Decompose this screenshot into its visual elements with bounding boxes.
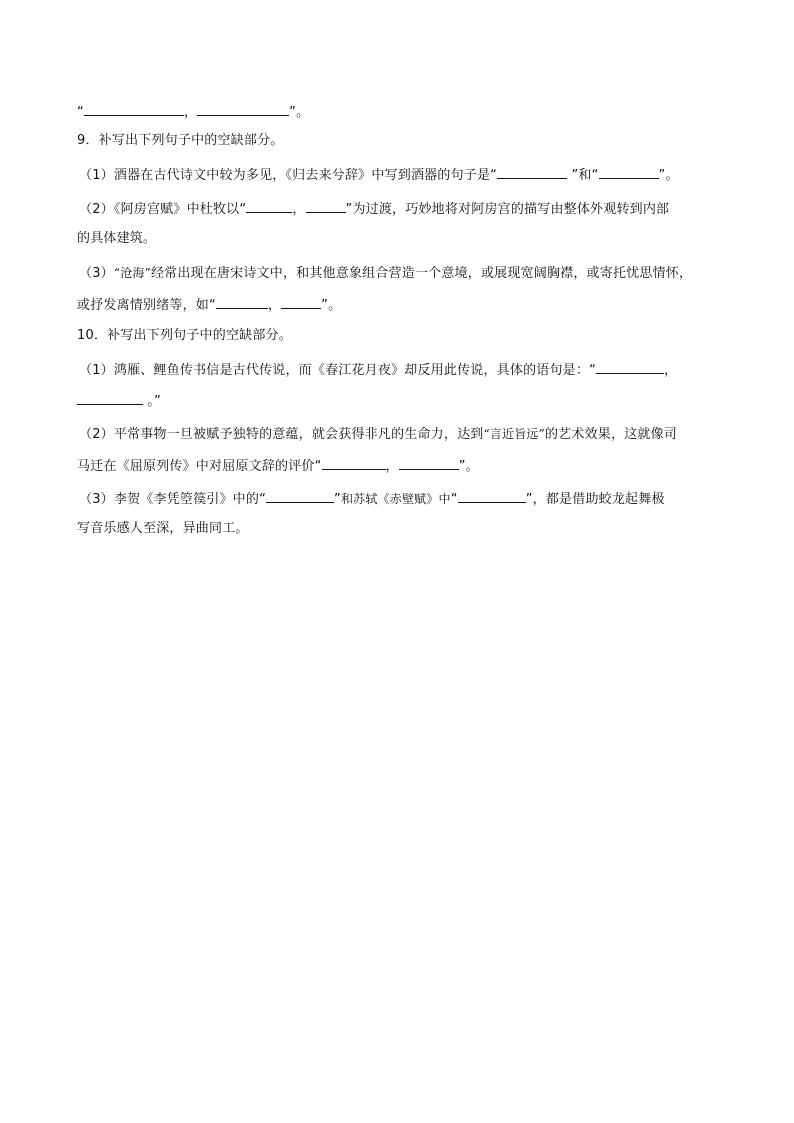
q9-sub1-suffix: ”。 <box>658 168 679 183</box>
q10-sub1-prefix: （1）鸿雁、鲤鱼传书信是古代传说，而《春江花月夜》却反用此传说，具体的语句是：“ <box>79 363 597 378</box>
question-10-sub-3-continuation <box>77 519 727 539</box>
answer-blank[interactable] <box>458 488 526 503</box>
answer-blank[interactable] <box>596 359 664 374</box>
q9-sub3-comma: ， <box>267 298 282 313</box>
q10-sub3-close-quote: ” <box>334 492 341 507</box>
answer-blank[interactable] <box>84 101 184 116</box>
close-quote: ”。 <box>289 105 310 120</box>
question-10-sub-1 <box>79 359 729 379</box>
question-10-sub-2 <box>79 424 729 444</box>
q9-sub3-suffix: ”。 <box>321 298 342 313</box>
question-10-sub-2-continuation <box>77 455 727 475</box>
q10-sub2-prefix: （2）平常事物一旦被赋予独特的意蕴，就会获得非凡的生命力，达到 <box>79 427 484 442</box>
q9-sub2-suffix: ”为过渡，巧妙地将对阿房宫的描写由整体外观转到内部 <box>345 202 670 217</box>
answer-blank[interactable] <box>497 164 567 179</box>
question-10-title-text: 10．补写出下列句子中的空缺部分。 <box>77 328 292 343</box>
q10-sub3-middle-serif: 和苏轼《赤壁赋》中 <box>340 492 451 506</box>
answer-blank[interactable] <box>599 164 659 179</box>
q10-sub2-quoted-term: “言近旨远” <box>483 427 545 441</box>
q10-sub1-end: 。” <box>143 394 161 409</box>
answer-blank[interactable] <box>216 294 268 309</box>
q10-sub2-rest: 的艺术效果，这就像司 <box>544 427 677 442</box>
question-10-sub-1-continuation <box>77 390 727 410</box>
question-9-sub-3-continuation <box>77 294 727 314</box>
q10-sub3-open-quote: “ <box>450 492 458 507</box>
q9-sub1-middle: ”和“ <box>567 168 599 183</box>
answer-blank[interactable] <box>399 455 459 470</box>
question-9-sub-2 <box>79 198 729 218</box>
question-9-title <box>77 131 727 151</box>
answer-blank[interactable] <box>197 101 289 116</box>
question-9-sub-2-continuation <box>77 229 727 249</box>
question-9-title-text: 9．补写出下列句子中的空缺部分。 <box>77 133 284 148</box>
open-quote: “ <box>77 105 84 120</box>
question-10-title <box>77 326 727 346</box>
q9-sub2-continuation: 的具体建筑。 <box>77 231 157 246</box>
q10-sub1-comma: ， <box>664 363 678 378</box>
answer-blank[interactable] <box>246 198 292 213</box>
answer-blank[interactable] <box>306 198 346 213</box>
q10-sub3-continuation: 写音乐感人至深，异曲同工。 <box>77 521 249 536</box>
q9-sub3-continuation-prefix: 或抒发离情别绪等，如“ <box>77 298 216 313</box>
question-9-sub-3 <box>79 263 729 283</box>
q9-sub1-prefix: （1）酒器在古代诗文中较为多见，《归去来兮辞》中写到酒器的句子是“ <box>79 168 498 183</box>
q9-sub3-prefix: （3） <box>79 266 114 281</box>
question-9-sub-1 <box>79 164 729 184</box>
answer-blank[interactable] <box>281 294 321 309</box>
answer-blank[interactable] <box>77 390 143 405</box>
continuation-line <box>77 101 727 121</box>
q9-sub3-rest: 经常出现在唐宋诗文中，和其他意象组合营造一个意境，或展现宽阔胸襟，或寄托忧思情怀， <box>150 266 693 281</box>
q10-sub3-prefix: （3）李贺《李凭箜篌引》中的“ <box>79 492 267 507</box>
q10-sub2-continuation-prefix: 马迁在《屈原列传》中对屈原文辞的评价“ <box>77 459 322 474</box>
q10-sub3-suffix: ”，都是借助蛟龙起舞极 <box>525 492 665 507</box>
question-10-sub-3 <box>79 488 729 508</box>
q10-sub2-suffix: ”。 <box>458 459 479 474</box>
answer-blank[interactable] <box>266 488 334 503</box>
q9-sub2-comma: ， <box>292 202 306 217</box>
q9-sub2-prefix: （2）《阿房宫赋》中杜牧以“ <box>79 202 247 217</box>
q10-sub2-comma: ， <box>385 459 399 474</box>
answer-blank[interactable] <box>322 455 386 470</box>
q9-sub3-quoted-term: “沧海” <box>113 266 151 280</box>
comma: ， <box>183 105 198 120</box>
